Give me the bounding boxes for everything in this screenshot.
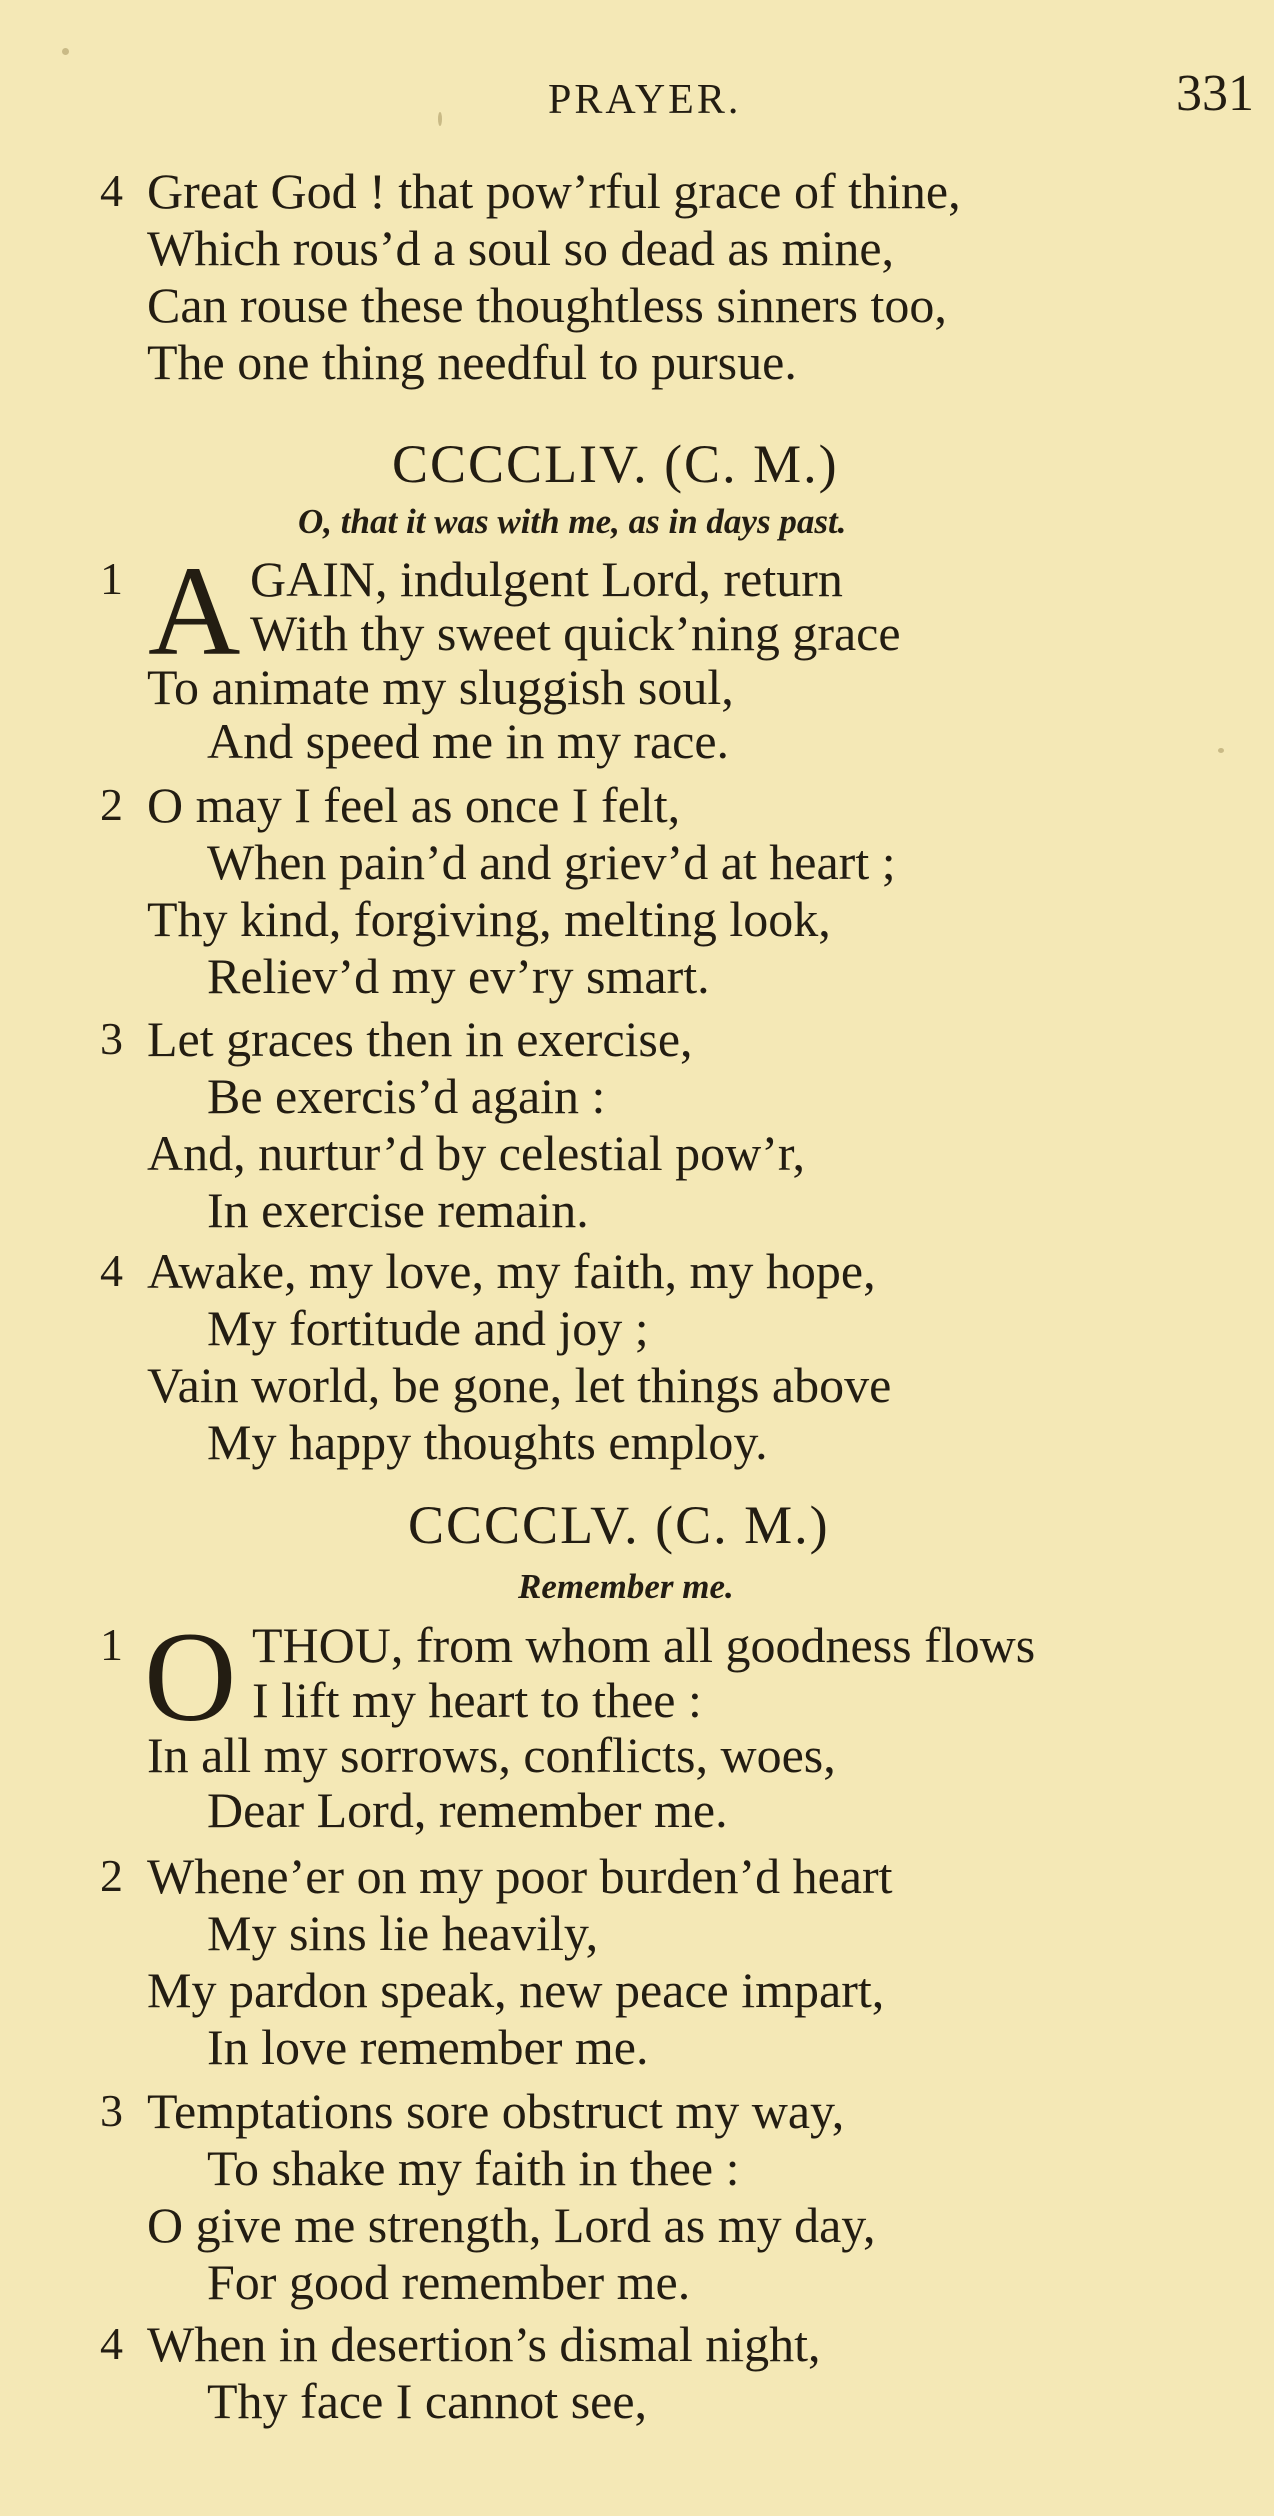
- verse-line: Thy kind, forgiving, melting look,: [147, 891, 831, 947]
- drop-cap: O: [144, 1606, 237, 1748]
- page-number: 331: [1176, 65, 1254, 122]
- verse-line: In love remember me.: [207, 2019, 649, 2075]
- verse-line: Dear Lord, remember me.: [207, 1782, 728, 1838]
- stanza-number: 1: [100, 1619, 123, 1670]
- verse-line: To shake my faith in thee :: [207, 2140, 740, 2196]
- stanza-number: 3: [100, 1013, 123, 1064]
- stanza-number: 4: [100, 1245, 123, 1296]
- stanza-number: 2: [100, 779, 123, 830]
- verse-line: GAIN, indulgent Lord, return: [250, 551, 843, 607]
- hymn-subtitle: O, that it was with me, as in days past.: [298, 502, 847, 541]
- verse-line: Thy face I cannot see,: [207, 2373, 648, 2429]
- verse-line: Which rous’d a soul so dead as mine,: [147, 220, 895, 276]
- stanza-number: 1: [100, 553, 123, 604]
- verse-line: THOU, from whom all goodness flows: [252, 1617, 1036, 1673]
- verse-line: To animate my sluggish soul,: [147, 659, 734, 715]
- verse-line: I lift my heart to thee :: [252, 1672, 702, 1728]
- verse-line: My pardon speak, new peace impart,: [147, 1962, 885, 2018]
- verse-line: In exercise remain.: [207, 1182, 589, 1238]
- verse-line: Be exercis’d again :: [207, 1068, 606, 1124]
- verse-line: My fortitude and joy ;: [207, 1300, 649, 1356]
- hymn-subtitle: Remember me.: [518, 1567, 734, 1606]
- verse-line: For good remember me.: [207, 2254, 691, 2310]
- verse-line: When in desertion’s dismal night,: [147, 2316, 821, 2372]
- verse-line: Can rouse these thoughtless sinners too,: [147, 277, 947, 333]
- verse-line: My sins lie heavily,: [207, 1905, 599, 1961]
- verse-line: And, nurtur’d by celestial pow’r,: [147, 1125, 806, 1181]
- verse-line: Vain world, be gone, let things above: [147, 1357, 892, 1413]
- verse-line: O may I feel as once I felt,: [147, 777, 681, 833]
- verse-line: With thy sweet quick’ning grace: [250, 605, 901, 661]
- paper-speck: [62, 48, 69, 55]
- verse-line: Temptations sore obstruct my way,: [147, 2083, 845, 2139]
- hymn-title: CCCCLIV. (C. M.): [392, 434, 839, 494]
- paper-speck: [438, 112, 442, 126]
- verse-line: The one thing needful to pursue.: [147, 334, 797, 390]
- verse-line: When pain’d and griev’d at heart ;: [207, 834, 896, 890]
- verse-line: Let graces then in exercise,: [147, 1011, 693, 1067]
- hymn-title: CCCCLV. (C. M.): [408, 1495, 830, 1555]
- running-header: PRAYER.: [548, 77, 742, 123]
- verse-line: And speed me in my race.: [207, 713, 730, 769]
- verse-line: My happy thoughts employ.: [207, 1414, 768, 1470]
- stanza-number: 3: [100, 2085, 123, 2136]
- verse-line: Awake, my love, my faith, my hope,: [147, 1243, 876, 1299]
- stanza-number: 2: [100, 1850, 123, 1901]
- verse-line: Great God ! that pow’rful grace of thine,: [147, 163, 961, 219]
- verse-line: In all my sorrows, conflicts, woes,: [147, 1727, 836, 1783]
- stanza-number: 4: [100, 165, 123, 216]
- verse-line: O give me strength, Lord as my day,: [147, 2197, 876, 2253]
- verse-line: Reliev’d my ev’ry smart.: [207, 948, 710, 1004]
- verse-line: Whene’er on my poor burden’d heart: [147, 1848, 893, 1904]
- drop-cap: A: [148, 540, 241, 682]
- stanza-number: 4: [100, 2318, 123, 2369]
- paper-speck: [1218, 748, 1224, 753]
